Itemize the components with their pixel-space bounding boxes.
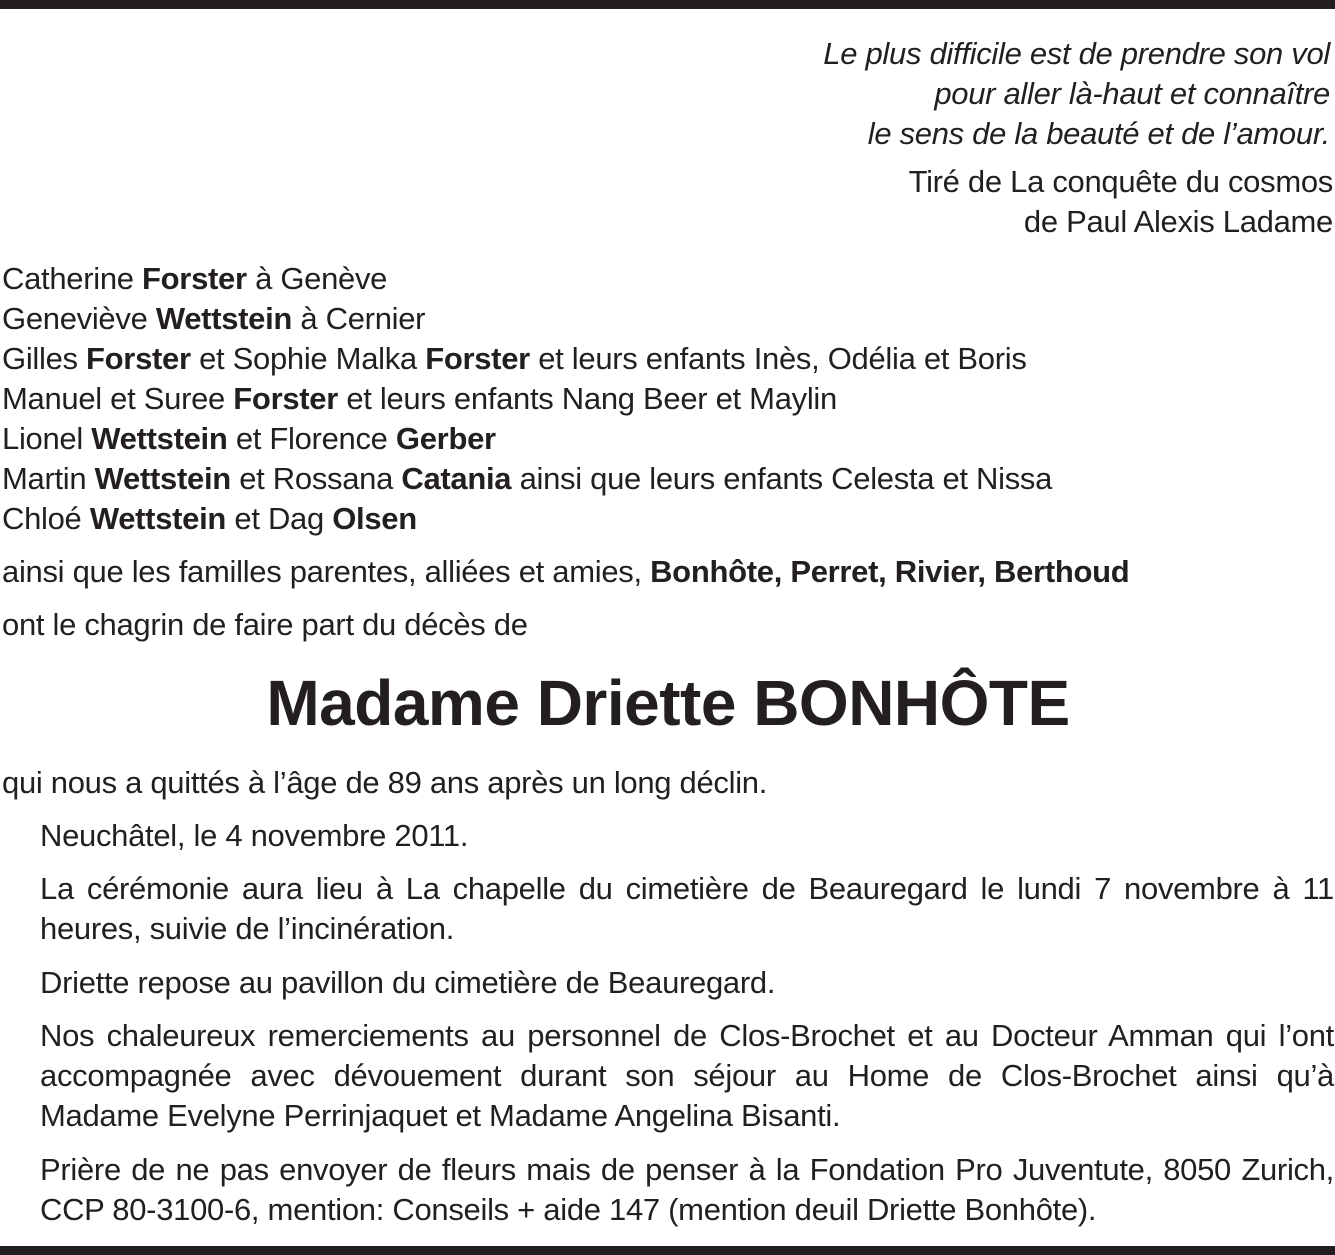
deceased-name: Madame Driette BONHÔTE <box>266 667 1070 739</box>
family-line: Chloé Wettstein et Dag Olsen <box>2 501 417 536</box>
epigraph-source <box>909 162 1333 242</box>
family-line: Geneviève Wettstein à Cernier <box>2 301 426 336</box>
families-line: ainsi que les familles parentes, alliées et amies, Bonhôte, Perret, Rivier, Berthoud <box>2 554 1130 589</box>
source-line: Tiré de La conquête du cosmos <box>908 164 1333 199</box>
announcement-line: ont le chagrin de faire part du décès de <box>2 607 528 642</box>
quote-line: le sens de la beauté et de l’amour. <box>867 116 1330 151</box>
family-line: Martin Wettstein et Rossana Catania ainsi que leurs enfants Celesta et Nissa <box>2 461 1053 496</box>
age-line: qui nous a quittés à l’âge de 89 ans après un long déclin. <box>2 765 768 800</box>
family-line: Lionel Wettstein et Florence Gerber <box>2 421 496 456</box>
quote-line: pour aller là-haut et connaître <box>934 76 1330 111</box>
top-rule <box>0 0 1335 9</box>
rest-paragraph: Driette repose au pavillon du cimetière de Beauregard. <box>40 965 776 1000</box>
ceremony-paragraph: La cérémonie aura lieu à La chapelle du cimetière de Beauregard le lundi 7 novembre à 11 heures, suivie de l’incinération. <box>40 871 1334 946</box>
place-date: Neuchâtel, le 4 novembre 2011. <box>40 818 469 853</box>
bottom-rule <box>0 1246 1335 1255</box>
family-line: Manuel et Suree Forster et leurs enfants Nang Beer et Maylin <box>2 381 837 416</box>
epigraph-quote <box>823 34 1330 154</box>
family-line: Gilles Forster et Sophie Malka Forster et leurs enfants Inès, Odélia et Boris <box>2 341 1027 376</box>
thanks-paragraph: Nos chaleureux remerciements au personnel de Clos-Brochet et au Docteur Amman qui l’ont accompagnée avec dévouement durant son séjour au Home de Clos-Brochet ainsi qu’à Madame Evelyne Perrinjaquet et Madame Angelina Bisanti. <box>40 1018 1334 1133</box>
quote-line: Le plus difficile est de prendre son vol <box>823 36 1330 71</box>
family-list <box>2 259 1052 539</box>
family-line: Catherine Forster à Genève <box>2 261 388 296</box>
donation-paragraph: Prière de ne pas envoyer de fleurs mais de penser à la Fondation Pro Juventute, 8050 Zurich, CCP 80-3100-6, mention: Conseils + aide 147 (mention deuil Driette Bonhôte). <box>40 1152 1334 1227</box>
source-line: de Paul Alexis Ladame <box>1023 204 1333 239</box>
